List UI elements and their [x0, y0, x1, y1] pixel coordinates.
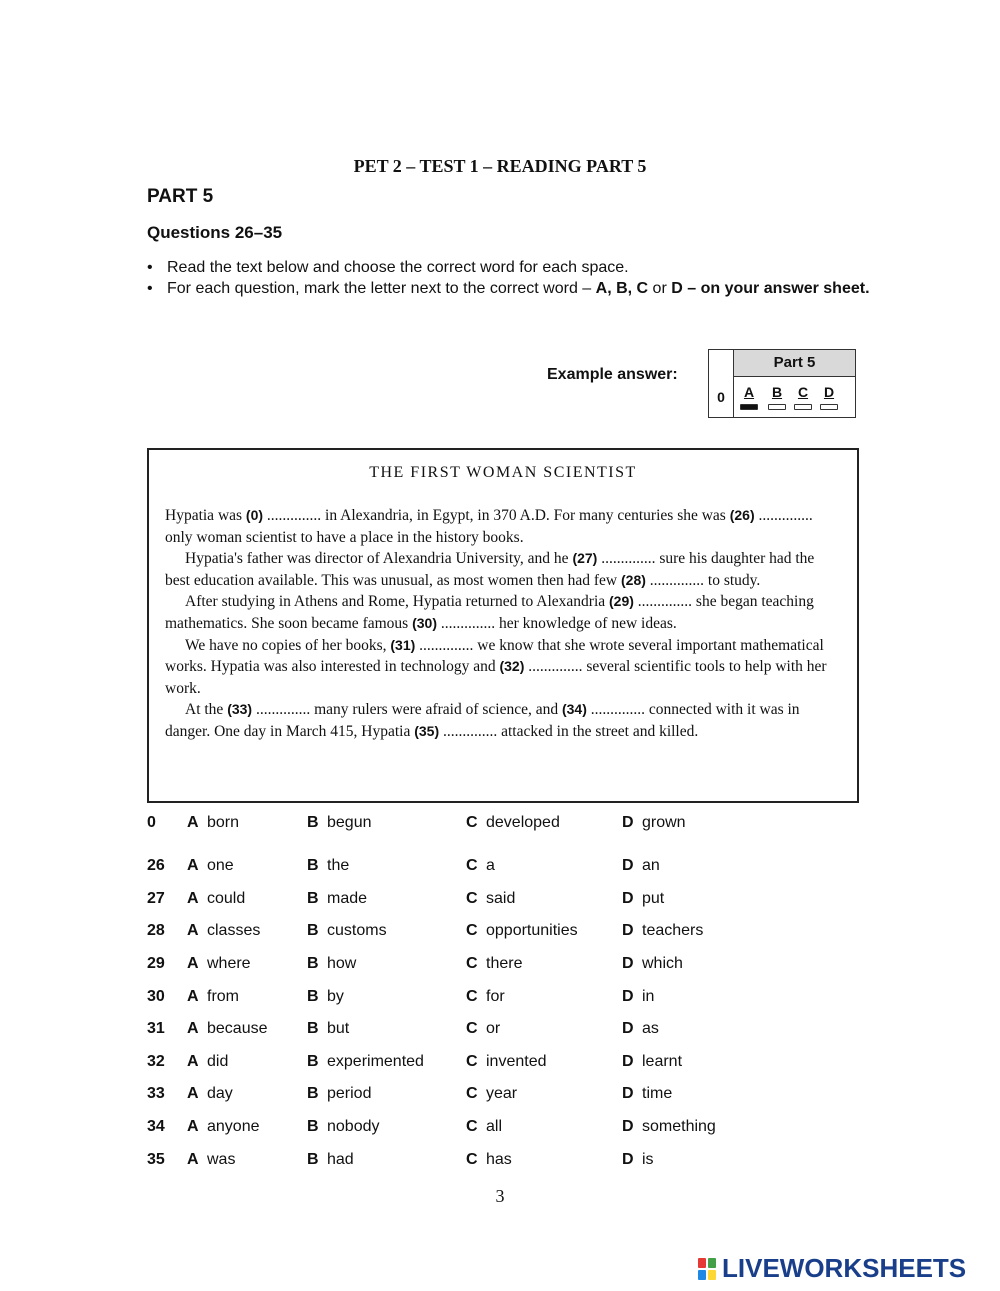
spacer-cell [147, 840, 767, 850]
option-letter: B [307, 955, 319, 973]
example-mark-a [740, 404, 758, 410]
option-word: which [642, 955, 683, 973]
option-word: teachers [642, 922, 704, 940]
passage-text-run: Hypatia's father was director of Alexandria University, and he [185, 550, 573, 568]
page-header-title: PET 2 – TEST 1 – READING PART 5 [353, 156, 647, 176]
option-word: learnt [642, 1052, 683, 1070]
instruction-bold: D – on your answer sheet. [671, 280, 870, 297]
option-word: period [327, 1085, 372, 1103]
option-word: because [207, 1020, 268, 1038]
option-word: as [642, 1020, 659, 1038]
option-b[interactable] [307, 883, 466, 916]
gap-34: (34) [561, 701, 587, 718]
option-word: begun [327, 814, 372, 831]
passage-text-run: in Alexandria, in Egypt, in 370 A.D. For many centuries she was [321, 507, 730, 524]
question-number: 28 [147, 922, 165, 940]
passage-paragraph [165, 699, 843, 742]
option-letter: C [466, 955, 478, 973]
option-word: where [207, 955, 251, 973]
passage-text-run: At the [185, 701, 228, 719]
answer-row [147, 883, 767, 916]
option-d[interactable] [622, 948, 767, 981]
option-letter: A [187, 814, 199, 831]
option-letter: D [622, 857, 634, 875]
passage-text-run: We have no copies of her books, [185, 636, 391, 654]
answer-row [147, 980, 767, 1013]
option-letter: B [307, 1118, 319, 1136]
option-word: invented [486, 1052, 547, 1070]
option-letter: A [187, 889, 199, 907]
option-letter: D [622, 987, 634, 1005]
option-letter: A [187, 955, 199, 973]
option-b[interactable] [307, 948, 466, 981]
option-letter: D [622, 922, 634, 940]
part-title: PART 5 [147, 186, 214, 207]
option-word: all [486, 1118, 503, 1136]
option-word: nobody [327, 1118, 380, 1136]
option-letter: C [466, 1052, 478, 1070]
instruction-bold: A, B, C [595, 280, 649, 297]
option-word: from [207, 987, 239, 1005]
passage-text-run: connected with it was in danger. One day in March 415, Hypatia [165, 701, 800, 740]
option-word: put [642, 889, 665, 907]
option-d[interactable] [622, 915, 767, 948]
answer-row [147, 1143, 767, 1176]
option-d[interactable] [622, 1078, 767, 1111]
passage-text-run: her knowledge of new ideas. [495, 614, 677, 632]
option-letter: D [622, 889, 634, 907]
example-mark-c [794, 404, 812, 410]
option-d[interactable] [622, 980, 767, 1013]
option-b[interactable] [307, 1143, 466, 1176]
example-option-c: C [797, 384, 809, 400]
question-number: 32 [147, 1052, 165, 1070]
option-a[interactable] [187, 1111, 307, 1144]
page-number: 3 [495, 1186, 505, 1206]
option-letter: B [307, 922, 319, 940]
gap-dots: .............. [443, 722, 498, 740]
option-a[interactable] [187, 850, 307, 883]
option-letter: A [187, 1085, 199, 1103]
logo-square-red [698, 1258, 706, 1268]
option-letter: D [622, 1052, 634, 1070]
option-a[interactable] [187, 980, 307, 1013]
option-b[interactable] [307, 980, 466, 1013]
option-word: time [642, 1085, 673, 1103]
gap-dots: .............. [601, 550, 656, 568]
liveworksheets-brand[interactable]: LIVEWORKSHEETS [722, 1253, 967, 1283]
example-option-a: A [743, 384, 755, 400]
gap-dots: .............. [637, 593, 693, 611]
option-c[interactable] [466, 948, 622, 981]
option-c[interactable] [466, 915, 622, 948]
answer-row [147, 1078, 767, 1111]
option-letter: C [466, 1118, 478, 1136]
example-row-number: 0 [709, 376, 734, 417]
option-letter: A [187, 987, 199, 1005]
example-option-b: B [771, 384, 783, 400]
option-word: the [327, 857, 350, 875]
example-answer-label: Example answer: [547, 366, 678, 383]
option-word: or [486, 1020, 501, 1038]
option-word: is [642, 1150, 654, 1168]
option-c[interactable] [466, 1013, 622, 1046]
option-d[interactable] [622, 1143, 767, 1176]
option-letter: C [466, 1150, 478, 1168]
liveworksheets-logo-icon [698, 1258, 716, 1280]
instruction-text: or [648, 280, 672, 297]
logo-square-yellow [708, 1270, 716, 1280]
option-a[interactable] [187, 1078, 307, 1111]
gap-27: (27) [572, 550, 598, 567]
option-word: opportunities [486, 922, 578, 940]
option-word: year [486, 1085, 518, 1103]
option-letter: A [187, 1150, 199, 1168]
question-number: 35 [147, 1150, 165, 1168]
option-a[interactable] [187, 1143, 307, 1176]
passage-text-run: she began teaching mathematics. She soon became famous [165, 593, 814, 632]
option-d[interactable] [622, 850, 767, 883]
option-letter: B [307, 1052, 319, 1070]
example-mark-d [820, 404, 838, 410]
option-b[interactable] [307, 1046, 466, 1079]
answer-row [147, 850, 767, 883]
passage-text-run: sure his daughter had the best education available. This was unusual, as most women then had few [165, 550, 815, 589]
option-letter: C [466, 889, 478, 907]
option-b[interactable] [307, 915, 466, 948]
option-a[interactable] [187, 1013, 307, 1046]
gap-dots: .............. [758, 507, 813, 524]
question-number: 27 [147, 889, 165, 907]
option-letter: B [307, 1085, 319, 1103]
option-letter: C [466, 922, 478, 940]
option-d[interactable] [622, 1046, 767, 1079]
option-c[interactable] [466, 1046, 622, 1079]
example-mark-b [768, 404, 786, 410]
option-a[interactable] [187, 948, 307, 981]
logo-square-green [708, 1258, 716, 1268]
answer-row [147, 1013, 767, 1046]
option-word: was [207, 1150, 236, 1168]
option-word: did [207, 1052, 229, 1070]
passage-text-run: Hypatia was [165, 507, 246, 524]
option-word: an [642, 857, 660, 875]
gap-35: (35) [414, 722, 440, 739]
instructions-list [147, 257, 870, 299]
instruction-item [147, 278, 870, 299]
option-b[interactable] [307, 850, 466, 883]
gap-0: (0) [245, 507, 264, 523]
passage-text-run: several scientific tools to help with her work. [165, 658, 827, 697]
answer-row [147, 810, 767, 840]
option-a[interactable] [187, 915, 307, 948]
option-word: by [327, 987, 344, 1005]
instruction-item: • Read the text below and choose the correct word for each space. [147, 257, 870, 278]
option-c[interactable] [466, 883, 622, 916]
option-word: had [327, 1150, 354, 1168]
option-letter: B [307, 1150, 319, 1168]
passage-text-run: only woman scientist to have a place in the history books. [165, 528, 524, 546]
gap-dots: .............. [255, 701, 311, 719]
gap-26: (26) [729, 507, 755, 523]
gap-30: (30) [412, 614, 437, 631]
answer-row [147, 915, 767, 948]
gap-31: (31) [390, 636, 416, 653]
gap-32: (32) [499, 658, 525, 675]
question-number: 30 [147, 987, 165, 1005]
passage-text-run: attacked in the street and killed. [497, 722, 699, 740]
question-number: 31 [147, 1020, 165, 1038]
gap-dots: .............. [528, 658, 583, 676]
logo-square-blue [698, 1270, 706, 1280]
option-letter: D [622, 814, 634, 831]
option-a[interactable] [187, 1046, 307, 1079]
option-word: classes [207, 922, 261, 940]
answer-row [147, 948, 767, 981]
option-word: a [486, 857, 495, 875]
passage-paragraph [165, 635, 843, 700]
passage-text-run: to study. [704, 571, 761, 589]
passage-text-run: we know that she wrote several important mathematical works. Hypatia was also interested in technology and [165, 636, 824, 676]
option-word: day [207, 1085, 233, 1103]
option-c[interactable] [466, 1143, 622, 1176]
option-word: made [327, 889, 368, 907]
option-word: could [207, 889, 246, 907]
option-word: grown [642, 814, 686, 831]
option-word: for [486, 987, 505, 1005]
option-letter: A [187, 1020, 199, 1038]
option-word: anyone [207, 1118, 260, 1136]
question-number: 26 [147, 857, 165, 875]
option-b[interactable] [307, 810, 466, 840]
option-word: experimented [327, 1052, 424, 1070]
instruction-text: For each question, mark the letter next to the correct word – [167, 280, 596, 297]
gap-dots: .............. [649, 571, 705, 589]
option-letter: C [466, 1085, 478, 1103]
passage-paragraph [165, 548, 843, 591]
option-c[interactable] [466, 810, 622, 840]
option-word: has [486, 1150, 512, 1168]
passage-text [165, 505, 843, 743]
gap-dots: .............. [266, 507, 322, 524]
option-d[interactable] [622, 810, 767, 840]
option-letter: B [307, 987, 319, 1005]
answer-row [147, 1111, 767, 1144]
option-word: how [327, 955, 357, 973]
option-letter: D [622, 1118, 634, 1136]
option-d[interactable] [622, 1013, 767, 1046]
gap-33: (33) [227, 701, 253, 718]
row-spacer [147, 840, 767, 850]
gap-dots: .............. [590, 701, 646, 719]
gap-28: (28) [621, 571, 646, 588]
option-word: customs [327, 922, 387, 940]
passage-title: THE FIRST WOMAN SCIENTIST [369, 464, 637, 481]
option-c[interactable] [466, 980, 622, 1013]
option-letter: B [307, 857, 319, 875]
option-letter: D [622, 955, 634, 973]
option-word: something [642, 1118, 716, 1136]
option-d[interactable] [622, 883, 767, 916]
gap-29: (29) [609, 593, 634, 610]
passage-text-run: many rulers were afraid of science, and [310, 701, 562, 719]
reading-passage-box [147, 448, 859, 803]
questions-range: Questions 26–35 [147, 223, 283, 242]
passage-text-run: After studying in Athens and Rome, Hypatia returned to Alexandria [185, 593, 610, 611]
option-b[interactable] [307, 1111, 466, 1144]
option-letter: A [187, 922, 199, 940]
option-c[interactable] [466, 1078, 622, 1111]
option-b[interactable] [307, 1078, 466, 1111]
option-b[interactable] [307, 1013, 466, 1046]
option-letter: A [187, 1052, 199, 1070]
question-number: 34 [147, 1118, 165, 1136]
option-d[interactable] [622, 1111, 767, 1144]
option-letter: C [466, 857, 478, 875]
option-word: developed [486, 814, 560, 831]
option-word: in [642, 987, 655, 1005]
gap-dots: .............. [440, 614, 496, 632]
question-number: 0 [147, 814, 156, 831]
answer-options-table [147, 810, 767, 1176]
question-number: 29 [147, 955, 165, 973]
option-letter: A [187, 857, 199, 875]
option-letter: C [466, 814, 478, 831]
example-box-title: Part 5 [733, 350, 855, 377]
option-letter: A [187, 1118, 199, 1136]
option-letter: C [466, 1020, 478, 1038]
option-letter: B [307, 814, 319, 831]
option-word: there [486, 955, 523, 973]
option-c[interactable] [466, 1111, 622, 1144]
passage-paragraph [165, 505, 843, 548]
option-letter: B [307, 1020, 319, 1038]
option-word: born [207, 814, 240, 831]
option-c[interactable] [466, 850, 622, 883]
option-word: but [327, 1020, 350, 1038]
option-a[interactable] [187, 883, 307, 916]
answer-row [147, 1046, 767, 1079]
passage-paragraph [165, 591, 843, 634]
option-word: said [486, 889, 516, 907]
option-letter: B [307, 889, 319, 907]
option-letter: D [622, 1085, 634, 1103]
example-answer-box [708, 349, 856, 418]
option-letter: C [466, 987, 478, 1005]
option-a[interactable] [187, 810, 307, 840]
example-option-d: D [823, 384, 835, 400]
option-word: one [207, 857, 234, 875]
question-number: 33 [147, 1085, 165, 1103]
gap-dots: .............. [419, 636, 474, 654]
option-letter: D [622, 1150, 634, 1168]
option-letter: D [622, 1020, 634, 1038]
